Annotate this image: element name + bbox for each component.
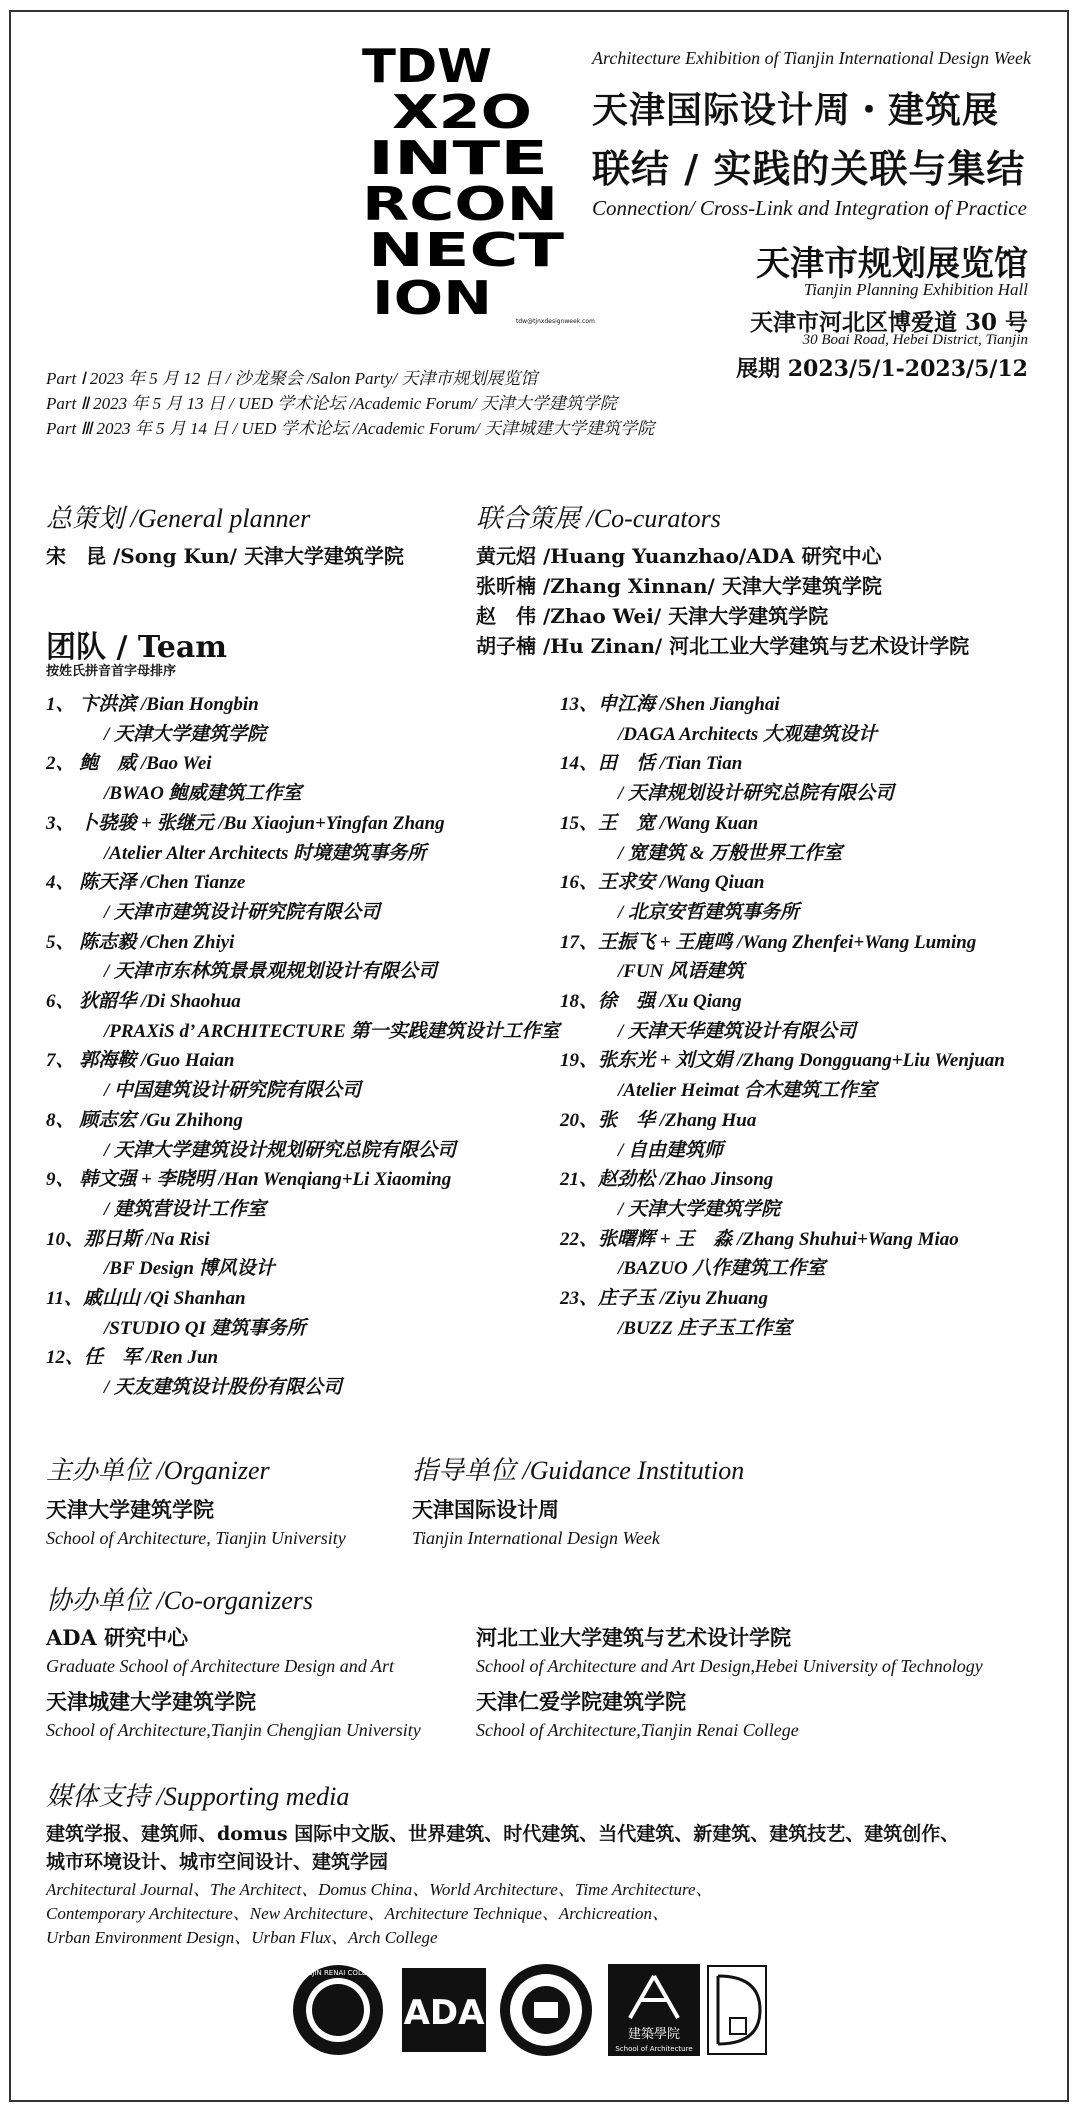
team-member-org: /FUN 风语建筑	[618, 961, 745, 983]
general-planner-title: 总策划 /General planner	[46, 504, 311, 533]
team-subtitle: 按姓氏拼音首字母排序	[46, 664, 177, 679]
theme-title-en: Connection/ Cross-Link and Integration of Practice	[592, 196, 1027, 220]
team-member-name: 9、 韩文强 + 李晓明 /Han Wenqiang+Li Xiaoming	[46, 1169, 452, 1191]
team-member-name: 23、庄子玉 /Ziyu Zhuang	[560, 1288, 768, 1310]
tdw-interconnection-logo	[362, 42, 568, 328]
theme-title-zh: 联结 / 实践的关联与集结	[592, 146, 1026, 191]
event-title-zh: 天津国际设计周・建筑展	[592, 89, 1000, 131]
event-parts	[46, 366, 654, 441]
part-line: Part Ⅱ 2023 年 5 月 13 日 / UED 学术论坛 /Academic Forum/ 天津大学建筑学院	[46, 394, 617, 413]
team-member-name: 6、 狄韶华 /Di Shaohua	[46, 991, 241, 1013]
media-zh-line: 建筑学报、建筑师、domus 国际中文版、世界建筑、时代建筑、当代建筑、新建筑、建筑技艺、建筑创作、	[46, 1823, 960, 1845]
team-member-org: / 天津大学建筑设计规划研究总院有限公司	[104, 1139, 457, 1161]
team-member-org: /BUZZ 庄子玉工作室	[618, 1317, 792, 1339]
team-member-name: 8、 顾志宏 /Gu Zhihong	[46, 1109, 243, 1131]
team-member-org: / 天津规划设计研究总院有限公司	[618, 783, 895, 805]
team-member-org: / 自由建筑师	[618, 1139, 724, 1161]
organizer-en: School of Architecture, Tianjin University	[46, 1528, 346, 1548]
logo-row: TDW	[362, 42, 492, 93]
cocurator-line: 张昕楠 /Zhang Xinnan/ 天津大学建筑学院	[476, 574, 882, 598]
coorganizer-zh: 河北工业大学建筑与艺术设计学院	[476, 1625, 791, 1650]
svg-text:建築學院: 建築學院	[627, 2027, 681, 2042]
address-en: 30 Boai Road, Hebei District, Tianjin	[802, 332, 1028, 348]
team-member-name: 1、 卞洪滨 /Bian Hongbin	[46, 694, 259, 715]
event-title-en: Architecture Exhibition of Tianjin International Design Week	[592, 48, 1031, 68]
team-member-org: / 天友建筑设计股份有限公司	[104, 1377, 343, 1399]
media-en-line: Architectural Journal、The Architect、Domus China、World Architecture、Time Architecture、	[46, 1880, 713, 1899]
team-member-name: 20、张 华 /Zhang Hua	[560, 1109, 757, 1131]
media-zh-line: 城市环境设计、城市空间设计、建筑学园	[46, 1851, 389, 1873]
chengjian-university-seal	[500, 1964, 592, 2056]
renai-college-seal	[293, 1965, 383, 2055]
team-member-name: 10、那日斯 /Na Risi	[46, 1228, 210, 1250]
team-member-name: 7、 郭海鞍 /Guo Haian	[46, 1050, 235, 1072]
media-en-line: Contemporary Architecture、New Architecture、Architecture Technique、Archicreation、	[46, 1904, 670, 1923]
cocurator-line: 赵 伟 /Zhao Wei/ 天津大学建筑学院	[476, 604, 829, 628]
coorganizers-title: 协办单位 /Co-organizers	[46, 1586, 313, 1615]
organizer-title: 主办单位 /Organizer	[46, 1456, 270, 1485]
logo-row: X2O	[392, 85, 532, 139]
guidance-zh: 天津国际设计周	[412, 1497, 559, 1522]
coorganizer-zh: ADA 研究中心	[46, 1625, 189, 1650]
coorganizer-en: School of Architecture and Art Design,Hebei University of Technology	[476, 1656, 983, 1676]
team-member-name: 11、戚山山 /Qi Shanhan	[46, 1288, 246, 1310]
svg-text:ADA: ADA	[403, 1993, 485, 2033]
logo-row: RCON	[362, 177, 558, 231]
team-member-name: 3、 卜骁骏 + 张继元 /Bu Xiaojun+Yingfan Zhang	[46, 812, 445, 834]
team-member-org: /BWAO 鲍威建筑工作室	[104, 783, 302, 805]
team-member-name: 22、张曙辉 + 王 淼 /Zhang Shuhui+Wang Miao	[560, 1228, 959, 1250]
cocurators-title: 联合策展 /Co-curators	[476, 504, 721, 533]
renai-seal-text: TIANJIN RENAI COLLEGE	[295, 1969, 381, 1977]
team-member-name: 5、 陈志毅 /Chen Zhiyi	[46, 931, 235, 953]
part-line: Part Ⅲ 2023 年 5 月 14 日 / UED 学术论坛 /Academic Forum/ 天津城建大学建筑学院	[46, 419, 655, 438]
venue-zh: 天津市规划展览馆	[756, 244, 1028, 284]
team-member-org: / 天津天华建筑设计有限公司	[618, 1020, 857, 1042]
venue-en: Tianjin Planning Exhibition Hall	[803, 280, 1028, 299]
team-member-org: /PRAXiS d’ ARCHITECTURE 第一实践建筑设计工作室	[104, 1020, 560, 1042]
team-member-org: / 中国建筑设计研究院有限公司	[104, 1080, 362, 1102]
general-planner-line: 宋 昆 /Song Kun/ 天津大学建筑学院	[46, 544, 404, 568]
tianjin-university-design-logo	[708, 1966, 766, 2054]
media-en-line: Urban Environment Design、Urban Flux、Arch College	[46, 1928, 438, 1947]
team-member-org: / 北京安哲建筑事务所	[618, 901, 800, 923]
logo-row: ION	[372, 271, 492, 325]
team-member-org: /BAZUO 八作建筑工作室	[618, 1258, 826, 1280]
coorganizer-zh: 天津城建大学建筑学院	[46, 1689, 256, 1714]
team-member-name: 16、王求安 /Wang Qiuan	[560, 872, 765, 894]
team-member-name: 2、 鲍 威 /Bao Wei	[46, 753, 212, 775]
team-member-org: / 天津大学建筑学院	[618, 1198, 781, 1220]
team-member-org: / 天津市建筑设计研究院有限公司	[104, 901, 381, 923]
team-member-org: / 天津市东林筑景景观规划设计有限公司	[104, 961, 438, 983]
team-member-name: 15、王 宽 /Wang Kuan	[560, 812, 759, 834]
team-member-name: 4、 陈天泽 /Chen Tianze	[46, 872, 246, 894]
coorganizer-en: School of Architecture,Tianjin Chengjian University	[46, 1720, 421, 1740]
logo-email: tdw@tjnxdesignweek.com	[516, 318, 595, 325]
team-list-right	[560, 690, 1005, 1343]
team-member-org: /DAGA Architects 大观建筑设计	[618, 723, 877, 745]
team-member-name: 14、田 恬 /Tian Tian	[560, 753, 743, 775]
team-member-org: / 天津大学建筑学院	[104, 723, 267, 745]
team-list-left	[46, 690, 560, 1403]
address-zh: 天津市河北区博爱道 30 号	[749, 309, 1028, 336]
team-member-org: /STUDIO QI 建筑事务所	[104, 1317, 306, 1339]
guidance-title: 指导单位 /Guidance Institution	[412, 1456, 745, 1485]
organizer-zh: 天津大学建筑学院	[46, 1497, 214, 1522]
coorganizer-zh: 天津仁爱学院建筑学院	[476, 1689, 686, 1714]
team-member-org: /Atelier Heimat 合木建筑工作室	[618, 1080, 877, 1102]
part-line: Part Ⅰ 2023 年 5 月 12 日 / 沙龙聚会 /Salon Party/ 天津市规划展览馆	[46, 369, 538, 388]
ada-logo	[402, 1968, 486, 2052]
school-of-architecture-logo	[608, 1964, 700, 2056]
logo-row: INTE	[368, 131, 548, 185]
team-member-org: /Atelier Alter Architects 时境建筑事务所	[104, 842, 427, 864]
team-member-name: 13、申江海 /Shen Jianghai	[560, 694, 780, 715]
sponsor-logos	[290, 1960, 770, 2060]
team-member-name: 21、赵劲松 /Zhao Jinsong	[560, 1169, 774, 1191]
media-title: 媒体支持 /Supporting media	[46, 1782, 350, 1811]
team-member-name: 17、王振飞 + 王鹿鸣 /Wang Zhenfei+Wang Luming	[560, 931, 977, 953]
coorganizer-en: Graduate School of Architecture Design and Art	[46, 1656, 394, 1676]
team-member-org: / 建筑营设计工作室	[104, 1198, 267, 1220]
svg-text:School of Architecture: School of Architecture	[615, 2045, 693, 2053]
team-member-name: 19、张东光 + 刘文娟 /Zhang Dongguang+Liu Wenjuan	[560, 1050, 1005, 1072]
team-member-org: / 宽建筑 & 万般世界工作室	[618, 842, 843, 864]
team-member-name: 18、徐 强 /Xu Qiang	[560, 991, 742, 1013]
coorganizer-en: School of Architecture,Tianjin Renai College	[476, 1720, 799, 1740]
team-title: 团队 / Team	[46, 630, 227, 665]
logo-row: NECT	[368, 223, 565, 277]
exhibition-period: 展期 2023/5/1-2023/5/12	[736, 356, 1028, 382]
cocurator-line: 黄元炤 /Huang Yuanzhao/ADA 研究中心	[476, 544, 882, 568]
team-member-name: 12、任 军 /Ren Jun	[46, 1347, 219, 1369]
team-member-org: /BF Design 博风设计	[104, 1258, 275, 1280]
cocurator-line: 胡子楠 /Hu Zinan/ 河北工业大学建筑与艺术设计学院	[476, 634, 970, 658]
guidance-en: Tianjin International Design Week	[412, 1528, 660, 1548]
